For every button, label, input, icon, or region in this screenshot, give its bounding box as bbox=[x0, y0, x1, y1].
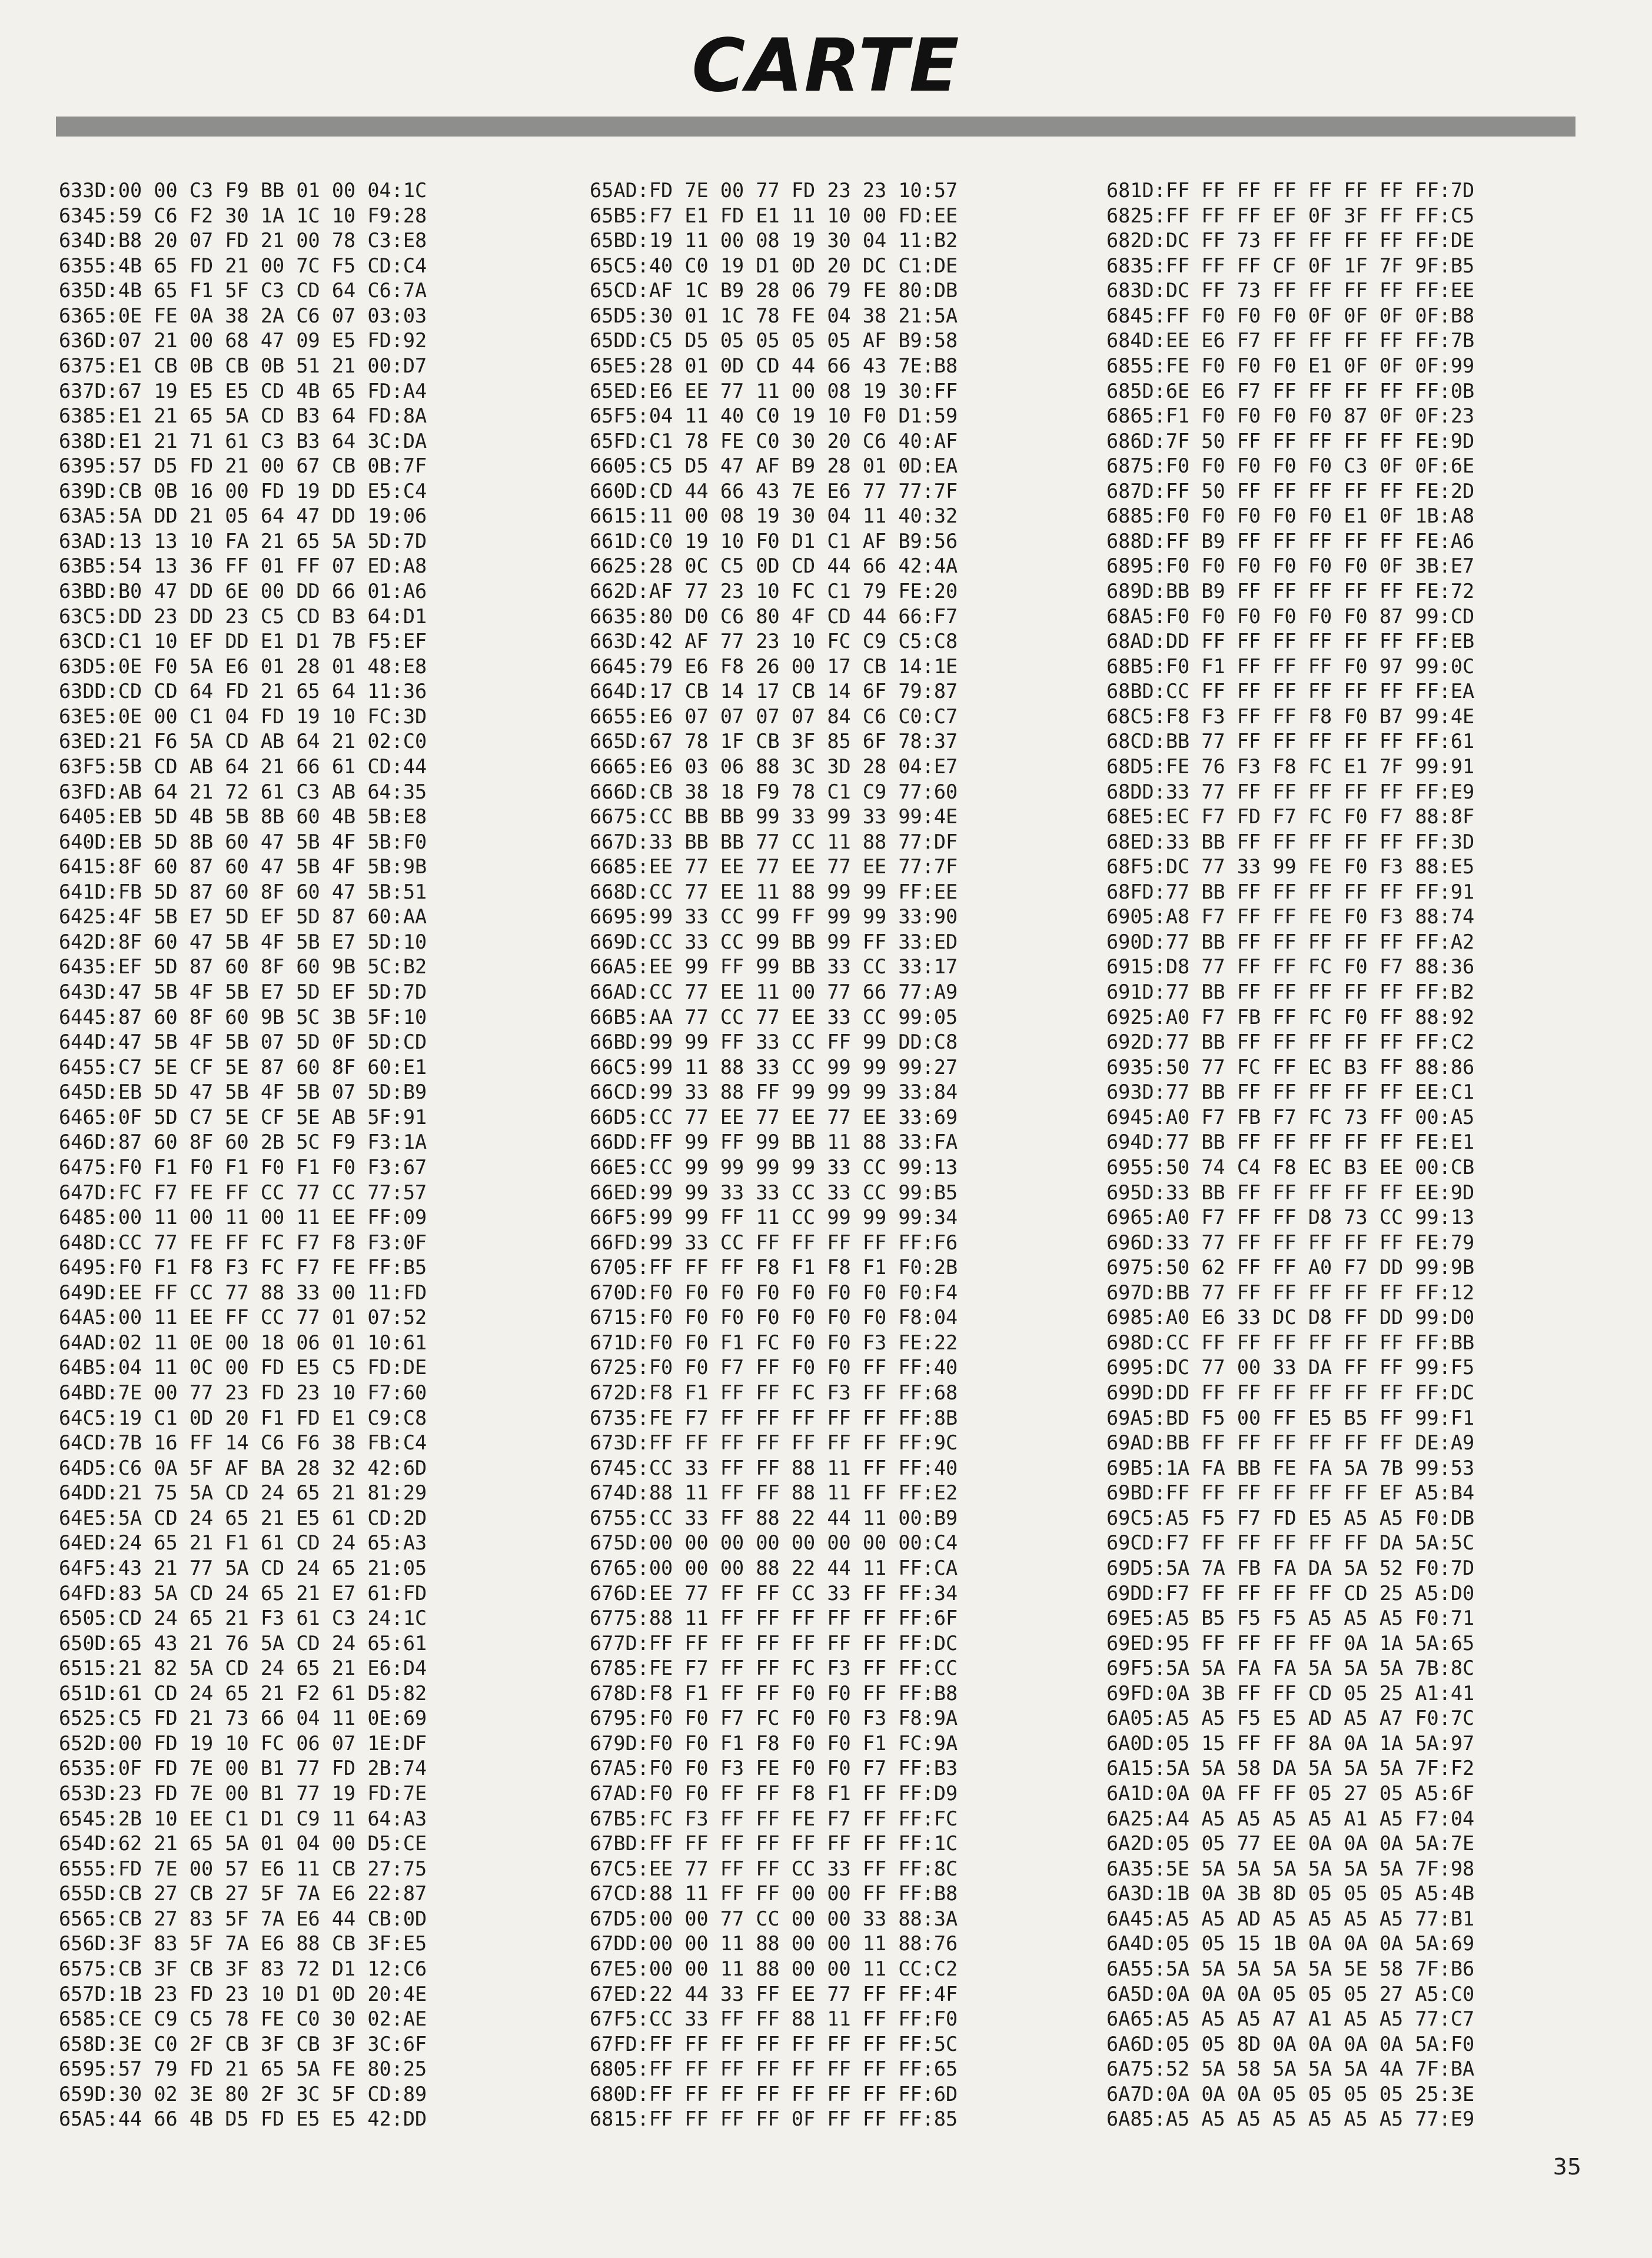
hex-line: 670D:F0 F0 F0 F0 F0 F0 F0 F0:F4 bbox=[590, 1281, 958, 1304]
hex-line: 64A5:00 11 EE FF CC 77 01 07:52 bbox=[59, 1306, 427, 1329]
hex-line: 6715:F0 F0 F0 F0 F0 F0 F0 F8:04 bbox=[590, 1306, 958, 1329]
hex-line: 6705:FF FF FF F8 F1 F8 F1 F0:2B bbox=[590, 1256, 958, 1279]
hex-line: 6435:EF 5D 87 60 8F 60 9B 5C:B2 bbox=[59, 955, 427, 979]
hex-line: 64D5:C6 0A 5F AF BA 28 32 42:6D bbox=[59, 1456, 427, 1479]
hex-line: 676D:EE 77 FF FF CC 33 FF FF:34 bbox=[590, 1581, 958, 1605]
hex-line: 6655:E6 07 07 07 07 84 C6 C0:C7 bbox=[590, 704, 958, 728]
hex-line: 68DD:33 77 FF FF FF FF FF FF:E9 bbox=[1106, 780, 1475, 803]
hex-line: 689D:BB B9 FF FF FF FF FF FE:72 bbox=[1106, 580, 1475, 603]
hex-line: 69AD:BB FF FF FF FF FF FF DE:A9 bbox=[1106, 1431, 1475, 1455]
hex-line: 6615:11 00 08 19 30 04 11 40:32 bbox=[590, 504, 958, 528]
hex-line: 692D:77 BB FF FF FF FF FF FF:C2 bbox=[1106, 1030, 1475, 1054]
hex-line: 662D:AF 77 23 10 FC C1 79 FE:20 bbox=[590, 580, 958, 603]
hex-line: 639D:CB 0B 16 00 FD 19 DD E5:C4 bbox=[59, 479, 427, 503]
hex-line: 69C5:A5 F5 F7 FD E5 A5 A5 F0:DB bbox=[1106, 1506, 1475, 1529]
hex-line: 694D:77 BB FF FF FF FF FF FE:E1 bbox=[1106, 1130, 1475, 1154]
hex-line: 6505:CD 24 65 21 F3 61 C3 24:1C bbox=[59, 1607, 427, 1630]
hex-line: 673D:FF FF FF FF FF FF FF FF:9C bbox=[590, 1431, 958, 1455]
hex-line: 68FD:77 BB FF FF FF FF FF FF:91 bbox=[1106, 880, 1475, 903]
hex-line: 635D:4B 65 F1 5F C3 CD 64 C6:7A bbox=[59, 279, 427, 302]
hex-line: 66AD:CC 77 EE 11 00 77 66 77:A9 bbox=[590, 980, 958, 1003]
hex-line: 682D:DC FF 73 FF FF FF FF FF:DE bbox=[1106, 229, 1475, 252]
hex-line: 69F5:5A 5A FA FA 5A 5A 5A 7B:8C bbox=[1106, 1657, 1475, 1680]
hex-line: 6675:CC BB BB 99 33 99 33 99:4E bbox=[590, 805, 958, 829]
hex-line: 696D:33 77 FF FF FF FF FF FE:79 bbox=[1106, 1231, 1475, 1254]
hex-line: 683D:DC FF 73 FF FF FF FF FF:EE bbox=[1106, 279, 1475, 302]
hex-line: 63B5:54 13 36 FF 01 FF 07 ED:A8 bbox=[59, 554, 427, 578]
hex-line: 67B5:FC F3 FF FF FE F7 FF FF:FC bbox=[590, 1807, 958, 1830]
hex-line: 643D:47 5B 4F 5B E7 5D EF 5D:7D bbox=[59, 980, 427, 1003]
hex-line: 65ED:E6 EE 77 11 00 08 19 30:FF bbox=[590, 379, 958, 403]
hex-line: 63FD:AB 64 21 72 61 C3 AB 64:35 bbox=[59, 780, 427, 803]
hex-line: 655D:CB 27 CB 27 5F 7A E6 22:87 bbox=[59, 1882, 427, 1906]
hex-line: 6835:FF FF FF CF 0F 1F 7F 9F:B5 bbox=[1106, 254, 1475, 277]
hex-line: 66DD:FF 99 FF 99 BB 11 88 33:FA bbox=[590, 1130, 958, 1154]
hex-line: 65FD:C1 78 FE C0 30 20 C6 40:AF bbox=[590, 429, 958, 453]
hex-line: 6915:D8 77 FF FF FC F0 F7 88:36 bbox=[1106, 955, 1475, 979]
hex-line: 649D:EE FF CC 77 88 33 00 11:FD bbox=[59, 1281, 427, 1304]
hex-line: 67C5:EE 77 FF FF CC 33 FF FF:8C bbox=[590, 1857, 958, 1880]
hex-line: 6565:CB 27 83 5F 7A E6 44 CB:0D bbox=[59, 1907, 427, 1930]
hex-line: 693D:77 BB FF FF FF FF FF EE:C1 bbox=[1106, 1080, 1475, 1104]
hex-line: 665D:67 78 1F CB 3F 85 6F 78:37 bbox=[590, 730, 958, 753]
hex-line: 698D:CC FF FF FF FF FF FF FF:BB bbox=[1106, 1331, 1475, 1354]
hex-line: 66C5:99 11 88 33 CC 99 99 99:27 bbox=[590, 1055, 958, 1079]
hex-line: 64CD:7B 16 FF 14 C6 F6 38 FB:C4 bbox=[59, 1431, 427, 1455]
hex-line: 63F5:5B CD AB 64 21 66 61 CD:44 bbox=[59, 754, 427, 778]
hex-line: 6845:FF F0 F0 F0 0F 0F 0F 0F:B8 bbox=[1106, 304, 1475, 327]
hex-line: 65A5:44 66 4B D5 FD E5 E5 42:DD bbox=[59, 2107, 427, 2131]
hex-line: 6665:E6 03 06 88 3C 3D 28 04:E7 bbox=[590, 754, 958, 778]
hex-line: 67ED:22 44 33 FF EE 77 FF FF:4F bbox=[590, 1982, 958, 2006]
hex-line: 6A1D:0A 0A FF FF 05 27 05 A5:6F bbox=[1106, 1782, 1475, 1805]
hex-line: 67BD:FF FF FF FF FF FF FF FF:1C bbox=[590, 1832, 958, 1855]
hex-line: 6A65:A5 A5 A5 A7 A1 A5 A5 77:C7 bbox=[1106, 2007, 1475, 2031]
hex-line: 645D:EB 5D 47 5B 4F 5B 07 5D:B9 bbox=[59, 1080, 427, 1104]
hex-line: 6685:EE 77 EE 77 EE 77 EE 77:7F bbox=[590, 855, 958, 879]
hex-line: 653D:23 FD 7E 00 B1 77 19 FD:7E bbox=[59, 1782, 427, 1805]
hex-line: 656D:3F 83 5F 7A E6 88 CB 3F:E5 bbox=[59, 1932, 427, 1956]
hex-line: 6A7D:0A 0A 0A 05 05 05 05 25:3E bbox=[1106, 2082, 1475, 2106]
hex-line: 6555:FD 7E 00 57 E6 11 CB 27:75 bbox=[59, 1857, 427, 1880]
hex-line: 671D:F0 F0 F1 FC F0 F0 F3 FE:22 bbox=[590, 1331, 958, 1354]
hex-line: 65BD:19 11 00 08 19 30 04 11:B2 bbox=[590, 229, 958, 252]
hex-line: 6805:FF FF FF FF FF FF FF FF:65 bbox=[590, 2057, 958, 2081]
hex-line: 6A05:A5 A5 F5 E5 AD A5 A7 F0:7C bbox=[1106, 1707, 1475, 1730]
hex-line: 6955:50 74 C4 F8 EC B3 EE 00:CB bbox=[1106, 1155, 1475, 1179]
hex-line: 633D:00 00 C3 F9 BB 01 00 04:1C bbox=[59, 179, 427, 202]
hex-line: 6785:FE F7 FF FF FC F3 FF FF:CC bbox=[590, 1657, 958, 1680]
hex-line: 67CD:88 11 FF FF 00 00 FF FF:B8 bbox=[590, 1882, 958, 1906]
hex-line: 65B5:F7 E1 FD E1 11 10 00 FD:EE bbox=[590, 204, 958, 227]
hex-line: 660D:CD 44 66 43 7E E6 77 77:7F bbox=[590, 479, 958, 503]
hex-line: 64ED:24 65 21 F1 61 CD 24 65:A3 bbox=[59, 1531, 427, 1555]
hex-line: 64C5:19 C1 0D 20 F1 FD E1 C9:C8 bbox=[59, 1406, 427, 1429]
hex-line: 6395:57 D5 FD 21 00 67 CB 0B:7F bbox=[59, 454, 427, 478]
hex-line: 6A25:A4 A5 A5 A5 A5 A1 A5 F7:04 bbox=[1106, 1807, 1475, 1830]
hex-line: 66D5:CC 77 EE 77 EE 77 EE 33:69 bbox=[590, 1105, 958, 1129]
hex-line: 66ED:99 99 33 33 CC 33 CC 99:B5 bbox=[590, 1180, 958, 1204]
hex-line: 66CD:99 33 88 FF 99 99 99 33:84 bbox=[590, 1080, 958, 1104]
hex-line: 686D:7F 50 FF FF FF FF FF FE:9D bbox=[1106, 429, 1475, 453]
hex-line: 658D:3E C0 2F CB 3F CB 3F 3C:6F bbox=[59, 2032, 427, 2056]
hex-line: 68F5:DC 77 33 99 FE F0 F3 88:E5 bbox=[1106, 855, 1475, 879]
hex-line: 6A45:A5 A5 AD A5 A5 A5 A5 77:B1 bbox=[1106, 1907, 1475, 1930]
hex-line: 67F5:CC 33 FF FF 88 11 FF FF:F0 bbox=[590, 2007, 958, 2031]
hex-line: 6995:DC 77 00 33 DA FF FF 99:F5 bbox=[1106, 1356, 1475, 1379]
hex-line: 647D:FC F7 FE FF CC 77 CC 77:57 bbox=[59, 1180, 427, 1204]
hex-line: 687D:FF 50 FF FF FF FF FF FE:2D bbox=[1106, 479, 1475, 503]
hex-line: 69D5:5A 7A FB FA DA 5A 52 F0:7D bbox=[1106, 1556, 1475, 1579]
hex-line: 6695:99 33 CC 99 FF 99 99 33:90 bbox=[590, 905, 958, 929]
hex-line: 661D:C0 19 10 F0 D1 C1 AF B9:56 bbox=[590, 529, 958, 553]
hex-line: 6385:E1 21 65 5A CD B3 64 FD:8A bbox=[59, 404, 427, 428]
hex-line: 68A5:F0 F0 F0 F0 F0 F0 87 99:CD bbox=[1106, 604, 1475, 628]
hex-line: 6A15:5A 5A 58 DA 5A 5A 5A 7F:F2 bbox=[1106, 1757, 1475, 1780]
hex-line: 65D5:30 01 1C 78 FE 04 38 21:5A bbox=[590, 304, 958, 327]
hex-line: 66F5:99 99 FF 11 CC 99 99 99:34 bbox=[590, 1206, 958, 1229]
hex-column-2 bbox=[590, 178, 1096, 2132]
hex-column-3 bbox=[1106, 178, 1613, 2132]
hex-line: 6A5D:0A 0A 0A 05 05 05 27 A5:C0 bbox=[1106, 1982, 1475, 2006]
hex-line: 66E5:CC 99 99 99 99 33 CC 99:13 bbox=[590, 1155, 958, 1179]
hex-line: 6605:C5 D5 47 AF B9 28 01 0D:EA bbox=[590, 454, 958, 478]
hex-line: 663D:42 AF 77 23 10 FC C9 C5:C8 bbox=[590, 630, 958, 653]
hex-line: 6415:8F 60 87 60 47 5B 4F 5B:9B bbox=[59, 855, 427, 879]
hex-line: 63CD:C1 10 EF DD E1 D1 7B F5:EF bbox=[59, 630, 427, 653]
hex-line: 6A35:5E 5A 5A 5A 5A 5A 5A 7F:98 bbox=[1106, 1857, 1475, 1880]
hex-line: 669D:CC 33 CC 99 BB 99 FF 33:ED bbox=[590, 930, 958, 953]
hex-line: 66FD:99 33 CC FF FF FF FF FF:F6 bbox=[590, 1231, 958, 1254]
hex-line: 63E5:0E 00 C1 04 FD 19 10 FC:3D bbox=[59, 704, 427, 728]
hex-line: 6775:88 11 FF FF FF FF FF FF:6F bbox=[590, 1607, 958, 1630]
hex-line: 69DD:F7 FF FF FF FF CD 25 A5:D0 bbox=[1106, 1581, 1475, 1605]
hex-line: 6515:21 82 5A CD 24 65 21 E6:D4 bbox=[59, 1657, 427, 1680]
hex-line: 6365:0E FE 0A 38 2A C6 07 03:03 bbox=[59, 304, 427, 327]
hex-line: 6745:CC 33 FF FF 88 11 FF FF:40 bbox=[590, 1456, 958, 1479]
hex-line: 680D:FF FF FF FF FF FF FF FF:6D bbox=[590, 2082, 958, 2106]
hex-line: 6635:80 D0 C6 80 4F CD 44 66:F7 bbox=[590, 604, 958, 628]
hex-line: 650D:65 43 21 76 5A CD 24 65:61 bbox=[59, 1631, 427, 1655]
hex-line: 6A0D:05 15 FF FF 8A 0A 1A 5A:97 bbox=[1106, 1731, 1475, 1755]
hex-line: 6455:C7 5E CF 5E 87 60 8F 60:E1 bbox=[59, 1055, 427, 1079]
hex-line: 688D:FF B9 FF FF FF FF FF FE:A6 bbox=[1106, 529, 1475, 553]
hex-line: 679D:F0 F0 F1 F8 F0 F0 F1 FC:9A bbox=[590, 1731, 958, 1755]
hex-line: 69ED:95 FF FF FF FF 0A 1A 5A:65 bbox=[1106, 1631, 1475, 1655]
hex-line: 69CD:F7 FF FF FF FF FF DA 5A:5C bbox=[1106, 1531, 1475, 1555]
hex-line: 638D:E1 21 71 61 C3 B3 64 3C:DA bbox=[59, 429, 427, 453]
hex-line: 6585:CE C9 C5 78 FE C0 30 02:AE bbox=[59, 2007, 427, 2031]
hex-line: 69B5:1A FA BB FE FA 5A 7B 99:53 bbox=[1106, 1456, 1475, 1479]
page-title: CARTE bbox=[692, 24, 960, 108]
hex-line: 677D:FF FF FF FF FF FF FF FF:DC bbox=[590, 1631, 958, 1655]
hex-line: 6485:00 11 00 11 00 11 EE FF:09 bbox=[59, 1206, 427, 1229]
hex-line: 6A85:A5 A5 A5 A5 A5 A5 A5 77:E9 bbox=[1106, 2107, 1475, 2131]
hex-line: 684D:EE E6 F7 FF FF FF FF FF:7B bbox=[1106, 329, 1475, 352]
hex-line: 65AD:FD 7E 00 77 FD 23 23 10:57 bbox=[590, 179, 958, 202]
hex-line: 66BD:99 99 FF 33 CC FF 99 DD:C8 bbox=[590, 1030, 958, 1054]
hex-line: 6985:A0 E6 33 DC D8 FF DD 99:D0 bbox=[1106, 1306, 1475, 1329]
hex-line: 64E5:5A CD 24 65 21 E5 61 CD:2D bbox=[59, 1506, 427, 1529]
hex-line: 648D:CC 77 FE FF FC F7 F8 F3:0F bbox=[59, 1231, 427, 1254]
hex-line: 6A4D:05 05 15 1B 0A 0A 0A 5A:69 bbox=[1106, 1932, 1475, 1956]
hex-line: 651D:61 CD 24 65 21 F2 61 D5:82 bbox=[59, 1681, 427, 1705]
hex-line: 681D:FF FF FF FF FF FF FF FF:7D bbox=[1106, 179, 1475, 202]
hex-line: 6A6D:05 05 8D 0A 0A 0A 0A 5A:F0 bbox=[1106, 2032, 1475, 2056]
hex-line: 68C5:F8 F3 FF FF F8 F0 B7 99:4E bbox=[1106, 704, 1475, 728]
hex-line: 64B5:04 11 0C 00 FD E5 C5 FD:DE bbox=[59, 1356, 427, 1379]
hex-line: 66A5:EE 99 FF 99 BB 33 CC 33:17 bbox=[590, 955, 958, 979]
page-number: 35 bbox=[1553, 2154, 1581, 2180]
hex-line: 6825:FF FF FF EF 0F 3F FF FF:C5 bbox=[1106, 204, 1475, 227]
hex-line: 68B5:F0 F1 FF FF FF F0 97 99:0C bbox=[1106, 654, 1475, 678]
hex-line: 6645:79 E6 F8 26 00 17 CB 14:1E bbox=[590, 654, 958, 678]
hex-line: 6625:28 0C C5 0D CD 44 66 42:4A bbox=[590, 554, 958, 578]
hex-line: 63AD:13 13 10 FA 21 65 5A 5D:7D bbox=[59, 529, 427, 553]
hex-line: 699D:DD FF FF FF FF FF FF FF:DC bbox=[1106, 1381, 1475, 1404]
hex-line: 65CD:AF 1C B9 28 06 79 FE 80:DB bbox=[590, 279, 958, 302]
hex-line: 6905:A8 F7 FF FF FE F0 F3 88:74 bbox=[1106, 905, 1475, 929]
hex-line: 6975:50 62 FF FF A0 F7 DD 99:9B bbox=[1106, 1256, 1475, 1279]
header-rule bbox=[56, 117, 1575, 137]
hex-line: 67FD:FF FF FF FF FF FF FF FF:5C bbox=[590, 2032, 958, 2056]
hex-line: 636D:07 21 00 68 47 09 E5 FD:92 bbox=[59, 329, 427, 352]
hex-line: 6475:F0 F1 F0 F1 F0 F1 F0 F3:67 bbox=[59, 1155, 427, 1179]
hex-line: 64F5:43 21 77 5A CD 24 65 21:05 bbox=[59, 1556, 427, 1579]
hex-line: 6445:87 60 8F 60 9B 5C 3B 5F:10 bbox=[59, 1005, 427, 1029]
hex-line: 65F5:04 11 40 C0 19 10 F0 D1:59 bbox=[590, 404, 958, 428]
hex-line: 6755:CC 33 FF 88 22 44 11 00:B9 bbox=[590, 1506, 958, 1529]
hex-line: 6535:0F FD 7E 00 B1 77 FD 2B:74 bbox=[59, 1757, 427, 1780]
hex-line: 67E5:00 00 11 88 00 00 11 CC:C2 bbox=[590, 1957, 958, 1980]
hex-line: 69BD:FF FF FF FF FF FF EF A5:B4 bbox=[1106, 1481, 1475, 1505]
hex-line: 67A5:F0 F0 F3 FE F0 F0 F7 FF:B3 bbox=[590, 1757, 958, 1780]
hex-line: 69FD:0A 3B FF FF CD 05 25 A1:41 bbox=[1106, 1681, 1475, 1705]
hex-line: 65E5:28 01 0D CD 44 66 43 7E:B8 bbox=[590, 354, 958, 377]
hex-line: 63C5:DD 23 DD 23 C5 CD B3 64:D1 bbox=[59, 604, 427, 628]
hex-line: 634D:B8 20 07 FD 21 00 78 C3:E8 bbox=[59, 229, 427, 252]
hex-line: 67AD:F0 F0 FF FF F8 F1 FF FF:D9 bbox=[590, 1782, 958, 1805]
hex-line: 6545:2B 10 EE C1 D1 C9 11 64:A3 bbox=[59, 1807, 427, 1830]
hex-line: 6405:EB 5D 4B 5B 8B 60 4B 5B:E8 bbox=[59, 805, 427, 829]
hex-line: 68CD:BB 77 FF FF FF FF FF FF:61 bbox=[1106, 730, 1475, 753]
hex-line: 6865:F1 F0 F0 F0 F0 87 0F 0F:23 bbox=[1106, 404, 1475, 428]
hex-line: 644D:47 5B 4F 5B 07 5D 0F 5D:CD bbox=[59, 1030, 427, 1054]
hex-line: 68E5:EC F7 FD F7 FC F0 F7 88:8F bbox=[1106, 805, 1475, 829]
hex-line: 68BD:CC FF FF FF FF FF FF FF:EA bbox=[1106, 680, 1475, 703]
hex-line: 6725:F0 F0 F7 FF F0 F0 FF FF:40 bbox=[590, 1356, 958, 1379]
hex-line: 6735:FE F7 FF FF FF FF FF FF:8B bbox=[590, 1406, 958, 1429]
hex-line: 697D:BB 77 FF FF FF FF FF FF:12 bbox=[1106, 1281, 1475, 1304]
hex-line: 64BD:7E 00 77 23 FD 23 10 F7:60 bbox=[59, 1381, 427, 1404]
hex-line: 68D5:FE 76 F3 F8 FC E1 7F 99:91 bbox=[1106, 754, 1475, 778]
hex-line: 63A5:5A DD 21 05 64 47 DD 19:06 bbox=[59, 504, 427, 528]
hex-line: 664D:17 CB 14 17 CB 14 6F 79:87 bbox=[590, 680, 958, 703]
hex-line: 6855:FE F0 F0 F0 E1 0F 0F 0F:99 bbox=[1106, 354, 1475, 377]
hex-line: 6815:FF FF FF FF 0F FF FF FF:85 bbox=[590, 2107, 958, 2131]
hex-line: 63DD:CD CD 64 FD 21 65 64 11:36 bbox=[59, 680, 427, 703]
hex-line: 652D:00 FD 19 10 FC 06 07 1E:DF bbox=[59, 1731, 427, 1755]
hex-line: 685D:6E E6 F7 FF FF FF FF FF:0B bbox=[1106, 379, 1475, 403]
hex-line: 675D:00 00 00 00 00 00 00 00:C4 bbox=[590, 1531, 958, 1555]
hex-line: 6925:A0 F7 FB FF FC F0 FF 88:92 bbox=[1106, 1005, 1475, 1029]
hex-line: 6465:0F 5D C7 5E CF 5E AB 5F:91 bbox=[59, 1105, 427, 1129]
hex-line: 6885:F0 F0 F0 F0 F0 E1 0F 1B:A8 bbox=[1106, 504, 1475, 528]
hex-line: 6355:4B 65 FD 21 00 7C F5 CD:C4 bbox=[59, 254, 427, 277]
hex-line: 6345:59 C6 F2 30 1A 1C 10 F9:28 bbox=[59, 204, 427, 227]
hex-line: 67D5:00 00 77 CC 00 00 33 88:3A bbox=[590, 1907, 958, 1930]
hex-line: 691D:77 BB FF FF FF FF FF FF:B2 bbox=[1106, 980, 1475, 1003]
hex-line: 659D:30 02 3E 80 2F 3C 5F CD:89 bbox=[59, 2082, 427, 2106]
hex-line: 637D:67 19 E5 E5 CD 4B 65 FD:A4 bbox=[59, 379, 427, 403]
hex-line: 6425:4F 5B E7 5D EF 5D 87 60:AA bbox=[59, 905, 427, 929]
hex-line: 68ED:33 BB FF FF FF FF FF FF:3D bbox=[1106, 830, 1475, 853]
hex-line: 6765:00 00 00 88 22 44 11 FF:CA bbox=[590, 1556, 958, 1579]
hex-line: 65C5:40 C0 19 D1 0D 20 DC C1:DE bbox=[590, 254, 958, 277]
hex-line: 690D:77 BB FF FF FF FF FF FF:A2 bbox=[1106, 930, 1475, 953]
hex-line: 6525:C5 FD 21 73 66 04 11 0E:69 bbox=[59, 1707, 427, 1730]
hex-line: 64AD:02 11 0E 00 18 06 01 10:61 bbox=[59, 1331, 427, 1354]
hex-line: 678D:F8 F1 FF FF F0 F0 FF FF:B8 bbox=[590, 1681, 958, 1705]
hex-line: 6A2D:05 05 77 EE 0A 0A 0A 5A:7E bbox=[1106, 1832, 1475, 1855]
hex-line: 6A3D:1B 0A 3B 8D 05 05 05 A5:4B bbox=[1106, 1882, 1475, 1906]
hex-line: 69E5:A5 B5 F5 F5 A5 A5 A5 F0:71 bbox=[1106, 1607, 1475, 1630]
hex-line: 695D:33 BB FF FF FF FF FF EE:9D bbox=[1106, 1180, 1475, 1204]
hex-line: 6495:F0 F1 F8 F3 FC F7 FE FF:B5 bbox=[59, 1256, 427, 1279]
hex-line: 666D:CB 38 18 F9 78 C1 C9 77:60 bbox=[590, 780, 958, 803]
hex-line: 6A75:52 5A 58 5A 5A 5A 4A 7F:BA bbox=[1106, 2057, 1475, 2081]
hex-line: 672D:F8 F1 FF FF FC F3 FF FF:68 bbox=[590, 1381, 958, 1404]
hex-line: 67DD:00 00 11 88 00 00 11 88:76 bbox=[590, 1932, 958, 1956]
hex-line: 65DD:C5 D5 05 05 05 05 AF B9:58 bbox=[590, 329, 958, 352]
hex-line: 68AD:DD FF FF FF FF FF FF FF:EB bbox=[1106, 630, 1475, 653]
hex-line: 6575:CB 3F CB 3F 83 72 D1 12:C6 bbox=[59, 1957, 427, 1980]
hex-line: 6895:F0 F0 F0 F0 F0 F0 0F 3B:E7 bbox=[1106, 554, 1475, 578]
hex-line: 64FD:83 5A CD 24 65 21 E7 61:FD bbox=[59, 1581, 427, 1605]
hex-line: 6945:A0 F7 FB F7 FC 73 FF 00:A5 bbox=[1106, 1105, 1475, 1129]
hex-line: 63BD:B0 47 DD 6E 00 DD 66 01:A6 bbox=[59, 580, 427, 603]
hex-line: 66B5:AA 77 CC 77 EE 33 CC 99:05 bbox=[590, 1005, 958, 1029]
hex-line: 642D:8F 60 47 5B 4F 5B E7 5D:10 bbox=[59, 930, 427, 953]
hex-line: 646D:87 60 8F 60 2B 5C F9 F3:1A bbox=[59, 1130, 427, 1154]
hex-line: 63D5:0E F0 5A E6 01 28 01 48:E8 bbox=[59, 654, 427, 678]
hex-line: 668D:CC 77 EE 11 88 99 99 FF:EE bbox=[590, 880, 958, 903]
hex-line: 6965:A0 F7 FF FF D8 73 CC 99:13 bbox=[1106, 1206, 1475, 1229]
hex-column-1 bbox=[59, 178, 565, 2132]
hex-line: 64DD:21 75 5A CD 24 65 21 81:29 bbox=[59, 1481, 427, 1505]
hex-line: 6935:50 77 FC FF EC B3 FF 88:86 bbox=[1106, 1055, 1475, 1079]
hex-line: 63ED:21 F6 5A CD AB 64 21 02:C0 bbox=[59, 730, 427, 753]
hex-line: 6875:F0 F0 F0 F0 F0 C3 0F 0F:6E bbox=[1106, 454, 1475, 478]
hex-line: 674D:88 11 FF FF 88 11 FF FF:E2 bbox=[590, 1481, 958, 1505]
hex-line: 6A55:5A 5A 5A 5A 5A 5E 58 7F:B6 bbox=[1106, 1957, 1475, 1980]
hex-line: 641D:FB 5D 87 60 8F 60 47 5B:51 bbox=[59, 880, 427, 903]
hex-line: 6375:E1 CB 0B CB 0B 51 21 00:D7 bbox=[59, 354, 427, 377]
hex-line: 69A5:BD F5 00 FF E5 B5 FF 99:F1 bbox=[1106, 1406, 1475, 1429]
hex-line: 6595:57 79 FD 21 65 5A FE 80:25 bbox=[59, 2057, 427, 2081]
hex-line: 657D:1B 23 FD 23 10 D1 0D 20:4E bbox=[59, 1982, 427, 2006]
hex-line: 6795:F0 F0 F7 FC F0 F0 F3 F8:9A bbox=[590, 1707, 958, 1730]
hex-line: 640D:EB 5D 8B 60 47 5B 4F 5B:F0 bbox=[59, 830, 427, 853]
hex-line: 654D:62 21 65 5A 01 04 00 D5:CE bbox=[59, 1832, 427, 1855]
hex-line: 667D:33 BB BB 77 CC 11 88 77:DF bbox=[590, 830, 958, 853]
